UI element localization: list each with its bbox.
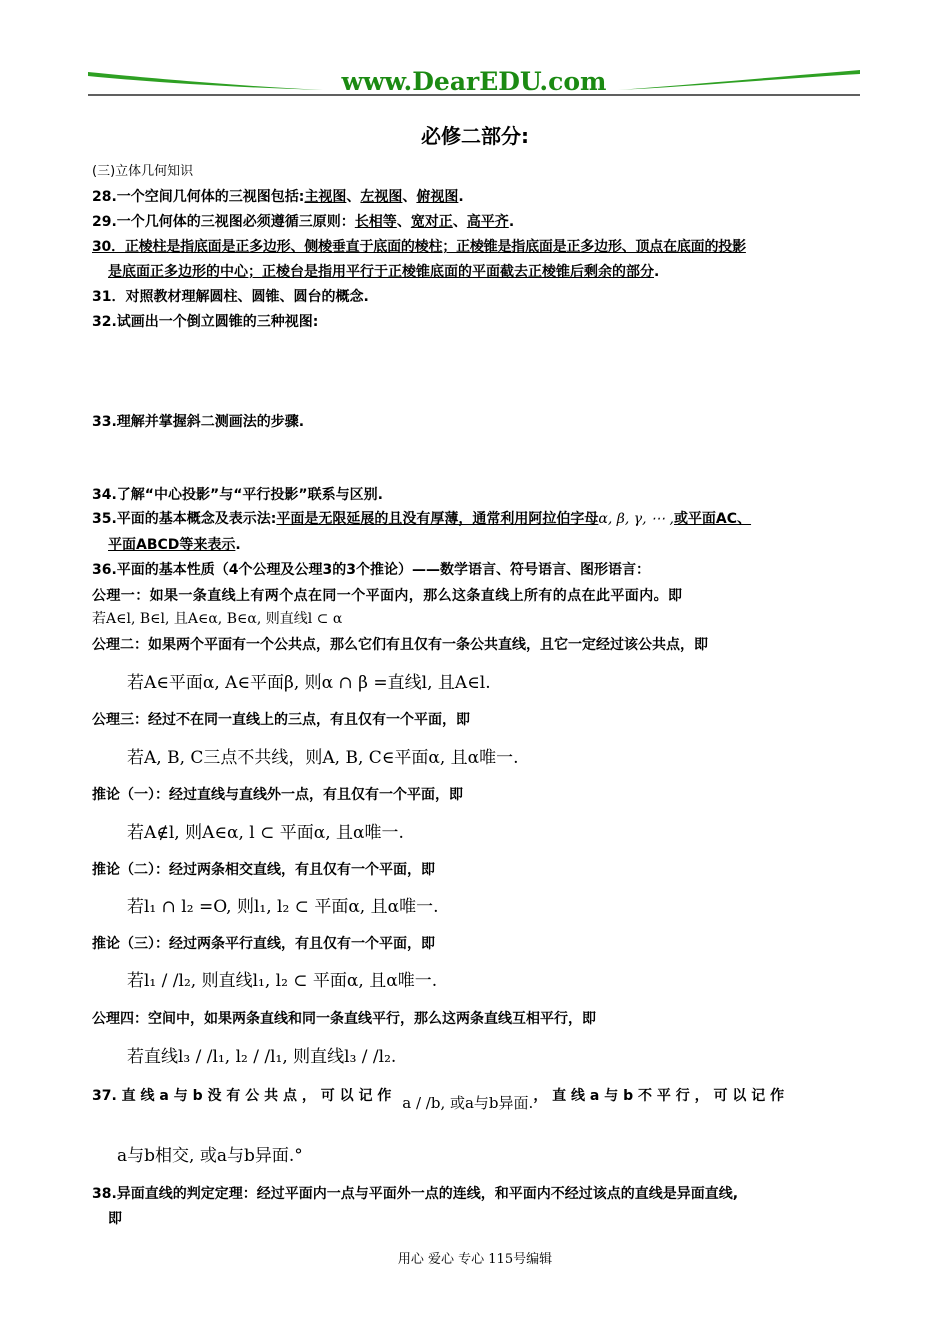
item-28: 28.一个空间几何体的三视图包括:主视图、左视图、俯视图. bbox=[92, 189, 464, 205]
item-30-line2: 是底面正多边形的中心；正棱台是指用平行于正棱锥底面的平面截去正棱锥后剩余的部分. bbox=[108, 264, 660, 280]
page-footer: 用心 爱心 专心 115号编辑 bbox=[397, 1252, 553, 1267]
corollary-1-formula: 若A∉l, 则A∈α, l ⊂ 平面α, 且α唯一. bbox=[127, 823, 404, 843]
item-33: 33.理解并掌握斜二测画法的步骤. bbox=[92, 414, 305, 430]
item-38-line2: 即 bbox=[108, 1211, 122, 1227]
item-37-line1: 37. 直 线 a 与 b 没 有 公 共 点 ， 可 以 记 作 a / /b, 或a与b异面.， 直 线 a 与 b 不 平 行 ， 可 以 记 作 bbox=[92, 1088, 785, 1112]
section-heading: (三)立体几何知识 bbox=[92, 164, 194, 179]
corollary-2-formula: 若l₁ ∩ l₂ =O, 则l₁, l₂ ⊂ 平面α, 且α唯一. bbox=[127, 897, 439, 917]
left-swoosh-icon bbox=[88, 72, 323, 90]
corollary-2-text: 推论（二）：经过两条相交直线，有且仅有一个平面，即 bbox=[92, 862, 435, 878]
corollary-3-formula: 若l₁ / /l₂, 则直线l₁, l₂ ⊂ 平面α, 且α唯一. bbox=[127, 971, 438, 991]
item-34: 34.了解“中心投影”与“平行投影”联系与区别. bbox=[92, 487, 383, 503]
axiom-4-text: 公理四：空间中，如果两条直线和同一条直线平行，那么这两条直线互相平行，即 bbox=[92, 1011, 596, 1027]
corollary-1-text: 推论（一）：经过直线与直线外一点，有且仅有一个平面，即 bbox=[92, 787, 463, 803]
item-35-line1: 35.平面的基本概念及表示法:平面是无限延展的且没有厚薄，通常利用阿拉伯字母α, β, γ, ⋯ ,或平面AC、 bbox=[92, 511, 752, 527]
axiom-4-formula: 若直线l₃ / /l₁, l₂ / /l₁, 则直线l₃ / /l₂. bbox=[127, 1047, 397, 1067]
item-30-line1: 30．正棱柱是指底面是正多边形、侧棱垂直于底面的棱柱；正棱锥是指底面是正多边形、顶点在底面的投影 bbox=[92, 239, 746, 255]
page-title: 必修二部分: bbox=[421, 124, 529, 148]
axiom-3-formula: 若A, B, C三点不共线，则A, B, C∈平面α, 且α唯一. bbox=[127, 748, 519, 768]
right-swoosh-icon bbox=[618, 70, 860, 90]
item-36: 36.平面的基本性质（4个公理及公理3的3个推论）——数学语言、符号语言、图形语言： bbox=[92, 562, 651, 578]
item-29: 29.一个几何体的三视图必须遵循三原则：长相等、宽对正、高平齐. bbox=[92, 214, 515, 230]
header-banner bbox=[88, 64, 860, 100]
item-37-line2: a与b相交, 或a与b异面.° bbox=[117, 1146, 303, 1166]
item-32: 32.试画出一个倒立圆锥的三种视图: bbox=[92, 314, 319, 330]
corollary-3-text: 推论（三）：经过两条平行直线，有且仅有一个平面，即 bbox=[92, 936, 435, 952]
axiom-1-text: 公理一：如果一条直线上有两个点在同一个平面内，那么这条直线上所有的点在此平面内。即 bbox=[92, 588, 683, 604]
site-logo: www.DearEDU.com bbox=[341, 67, 607, 96]
item-31: 31．对照教材理解圆柱、圆锥、圆台的概念. bbox=[92, 289, 369, 305]
axiom-1-formula: 若A∈l, B∈l, 且A∈α, B∈α, 则直线l ⊂ α bbox=[92, 611, 343, 627]
axiom-2-formula: 若A∈平面α, A∈平面β, 则α ∩ β =直线l, 且A∈l. bbox=[127, 673, 491, 693]
item-35-line2: 平面ABCD等来表示. bbox=[108, 537, 241, 553]
axiom-2-text: 公理二：如果两个平面有一个公共点，那么它们有且仅有一条公共直线，且它一定经过该公共点，即 bbox=[92, 637, 708, 653]
item-38-line1: 38.异面直线的判定定理：经过平面内一点与平面外一点的连线，和平面内不经过该点的直线是异面直线, bbox=[92, 1186, 739, 1202]
axiom-3-text: 公理三：经过不在同一直线上的三点，有且仅有一个平面，即 bbox=[92, 712, 470, 728]
